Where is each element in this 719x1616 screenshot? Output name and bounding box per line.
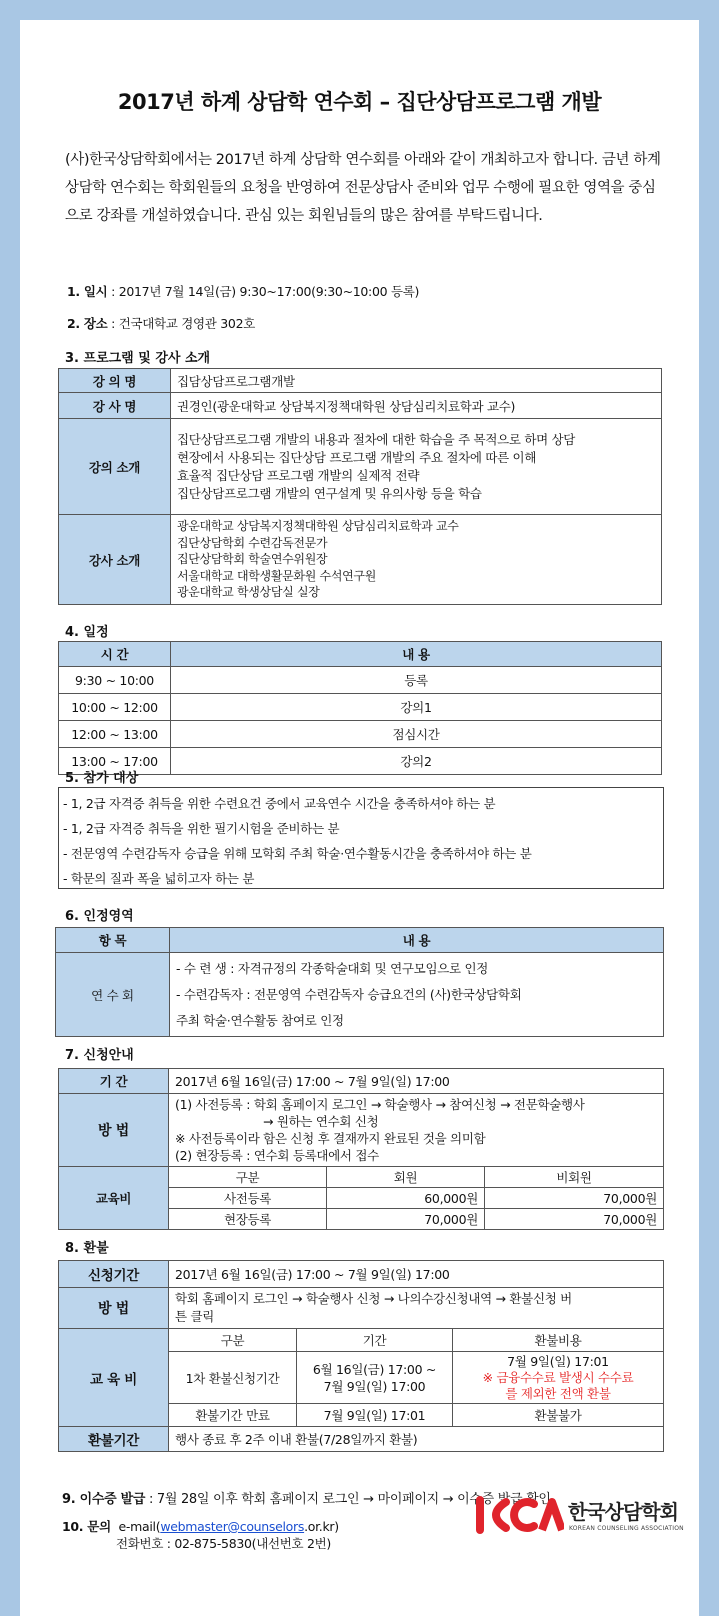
- refund-note: ※ 금융수수료 발생시 수수료: [482, 1369, 634, 1385]
- schedule-table: [58, 641, 662, 775]
- refund-period: 6월 16일(금) 17:00 ~ 7월 9일(일) 17:00: [297, 1352, 453, 1404]
- kca-logo: [472, 1494, 692, 1540]
- section-3-heading: 3. 프로그램 및 강사 소개: [65, 351, 211, 366]
- fee-nonmember: 70,000원: [485, 1209, 664, 1230]
- target-item: - 전문영역 수련감독자 승급을 위해 모학회 주최 학술·연수활동시간을 충족하셔야 하는 분: [63, 846, 532, 861]
- schedule-content: 강의2: [171, 748, 662, 775]
- section-2-place: 2. 장소 : 건국대학교 경영관 302호: [67, 316, 255, 331]
- lecturer-intro-label: 강사 소개: [59, 515, 171, 605]
- page-title: 2017년 하계 상담학 연수회 – 집단상담프로그램 개발: [117, 90, 602, 114]
- section-1-date: 1. 일시 : 2017년 7월 14일(금) 9:30~17:00(9:30~10:00 등록): [67, 284, 420, 299]
- schedule-content: 강의1: [171, 694, 662, 721]
- recognition-table: [55, 927, 664, 1037]
- section-8-heading: 8. 환불: [65, 1241, 109, 1256]
- refund-cost: 환불불가: [453, 1404, 664, 1427]
- target-item: - 1, 2급 자격증 취득을 위한 수련요건 중에서 교육연수 시간을 충족하셔야 하는 분: [63, 796, 496, 811]
- lecture-intro-label: 강의 소개: [59, 419, 171, 515]
- section-5-heading: 5. 참가 대상: [65, 771, 139, 786]
- schedule-content: 등록: [171, 667, 662, 694]
- application-period-value: 2017년 6월 16일(금) 17:00 ~ 7월 9일(일) 17:00: [169, 1069, 664, 1094]
- section-7-heading: 7. 신청안내: [65, 1048, 134, 1063]
- fee-type: 사전등록: [169, 1188, 327, 1209]
- application-period-label: 기 간: [59, 1069, 169, 1094]
- refund-method-label: 방 법: [59, 1288, 169, 1329]
- program-value: 집담상담프로그램개발: [171, 369, 662, 393]
- section-9-certificate: 9. 이수증 발급 : 7월 28일 이후 학회 홈페이지 로그인 → 마이페이지 → 이수증 발급 확인: [62, 1492, 551, 1507]
- contact-phone: 전화번호 : 02-875-5830(내선번호 2번): [116, 1536, 332, 1551]
- target-item: - 1, 2급 자격증 취득을 위한 필기시험을 준비하는 분: [63, 821, 340, 836]
- section-4-heading: 4. 일정: [65, 625, 109, 640]
- section-6-heading: 6. 인정영역: [65, 909, 134, 924]
- fee-type: 현장등록: [169, 1209, 327, 1230]
- fee-header-type: 구분: [169, 1167, 327, 1188]
- refund-table: [58, 1260, 664, 1452]
- page: [20, 20, 699, 1616]
- refund-deadline-label: 환불기간: [59, 1427, 169, 1452]
- schedule-time: 12:00 ~ 13:00: [59, 721, 171, 748]
- refund-method-text: 학회 홈페이지 로그인 → 학술행사 신청 → 나의수강신청내역 → 환불신청 버 튼 클릭: [169, 1288, 664, 1329]
- application-method-text: (1) 사전등록 : 학회 홈페이지 로그인 → 학술행사 → 참여신청 → 전문학술행사 → 원하는 연수회 신청 ※ 사전등록이라 함은 신청 후 결재까지 완료된 것을 의미함 (2) 현장등록 : 연수회 등록대에서 접수: [169, 1094, 664, 1167]
- refund-header-type: 구분: [169, 1329, 297, 1352]
- fee-header-member: 회원: [327, 1167, 485, 1188]
- schedule-content: 점심시간: [171, 721, 662, 748]
- lecturer-value: 권경인(광운대학교 상담복지정책대학원 상담심리치료학과 교수): [171, 393, 662, 419]
- intro-paragraph: (사)한국상담학회에서는 2017년 하계 상담학 연수회를 아래와 같이 개최하고자 합니다. 금년 하계 상담학 연수회는 학회원들의 요청을 반영하여 전문상담사 준비와 업무 수행에 필요한 영역을 중심으로 강좌를 개설하였습니다. 관심 있는 회원님들의 많은 참여를 부탁드립니다.: [65, 152, 661, 224]
- refund-deadline-value: 행사 종료 후 2주 이내 환불(7/28일까지 환불): [169, 1427, 664, 1452]
- fee-member: 60,000원: [327, 1188, 485, 1209]
- refund-period-value: 2017년 6월 16일(금) 17:00 ~ 7월 9일(일) 17:00: [169, 1261, 664, 1288]
- lecturer-intro-text: 광운대학교 상담복지정책대학원 상담심리치료학과 교수 집단상담학회 수련감독전문가 집단상담학회 학술연수위원장 서울대학교 대학생활문화원 수석연구원 광운대학교 학생상담실 실장: [171, 515, 662, 605]
- fee-label: 교육비: [59, 1167, 169, 1230]
- logo-subtitle: KOREAN COUNSELING ASSOCIATION: [569, 1525, 684, 1532]
- refund-header-period: 기간: [297, 1329, 453, 1352]
- program-table: [58, 368, 662, 605]
- refund-type: 1차 환불신청기간: [169, 1352, 297, 1404]
- refund-type: 환불기간 만료: [169, 1404, 297, 1427]
- schedule-time-header: 시 간: [59, 642, 171, 667]
- recognition-item-header: 항 목: [56, 928, 170, 953]
- target-item: - 학문의 질과 폭을 넓히고자 하는 분: [63, 871, 255, 886]
- recognition-item: 연 수 회: [56, 953, 170, 1037]
- section-10-contact: 10. 문의 e-mail(webmaster@counselors.or.kr): [62, 1519, 339, 1534]
- recognition-content: - 수 련 생 : 자격규정의 각종학술대회 및 연구모임으로 인정 - 수련감독자 : 전문영역 수련감독자 승급요건의 (사)한국상담학회 주최 학술·연수활동 참여로 인정: [170, 953, 664, 1037]
- refund-cost: 7월 9일(일) 17:01 ※ 금융수수료 발생시 수수료 를 제외한 전액 환불: [453, 1352, 664, 1404]
- kca-logo-mark: [472, 1496, 564, 1536]
- schedule-time: 9:30 ~ 10:00: [59, 667, 171, 694]
- application-method-label: 방 법: [59, 1094, 169, 1167]
- recognition-content-header: 내 용: [170, 928, 664, 953]
- program-label: 강 의 명: [59, 369, 171, 393]
- target-box: [58, 787, 664, 889]
- schedule-content-header: 내 용: [171, 642, 662, 667]
- logo-name: 한국상담학회: [568, 1500, 678, 1524]
- schedule-time: 13:00 ~ 17:00: [59, 748, 171, 775]
- contact-email-link[interactable]: webmaster@counselors: [160, 1519, 305, 1534]
- refund-header-cost: 환불비용: [453, 1329, 664, 1352]
- refund-period-label: 신청기간: [59, 1261, 169, 1288]
- schedule-time: 10:00 ~ 12:00: [59, 694, 171, 721]
- fee-member: 70,000원: [327, 1209, 485, 1230]
- refund-period: 7월 9일(일) 17:01: [297, 1404, 453, 1427]
- lecture-intro-text: 집단상담프로그램 개발의 내용과 절차에 대한 학습을 주 목적으로 하며 상담 현장에서 사용되는 집단상담 프로그램 개발의 주요 절차에 따른 이해 효율적 집단상담 프로그램 개발의 실제적 전략 집단상담프로그램 개발의 연구설계 및 유의사항 등을 학습: [171, 419, 662, 515]
- fee-header-nonmember: 비회원: [485, 1167, 664, 1188]
- lecturer-label: 강 사 명: [59, 393, 171, 419]
- application-table: [58, 1068, 664, 1230]
- refund-fee-label: 교 육 비: [59, 1329, 169, 1427]
- refund-note: 를 제외한 전액 환불: [505, 1385, 611, 1401]
- fee-nonmember: 70,000원: [485, 1188, 664, 1209]
